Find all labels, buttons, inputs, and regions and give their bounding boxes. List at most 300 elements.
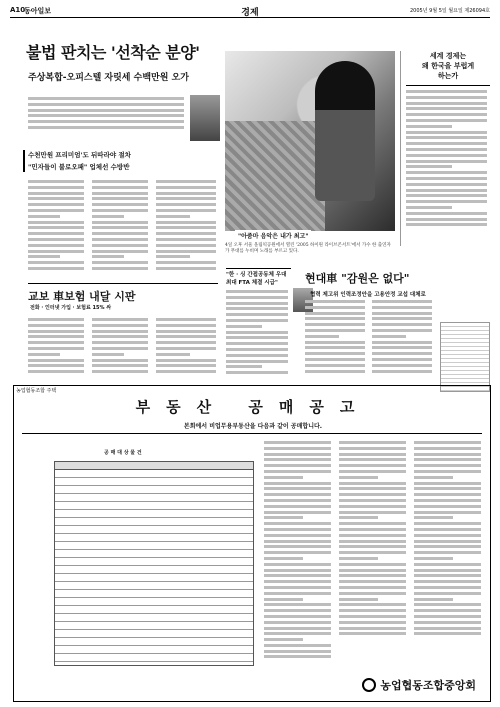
lead-column-1	[28, 180, 86, 275]
text-line	[264, 644, 331, 647]
text-line	[264, 493, 331, 496]
text-line	[264, 447, 331, 450]
text-line	[156, 203, 216, 206]
table-row	[55, 550, 253, 558]
text-line	[372, 364, 432, 367]
text-line	[226, 307, 288, 310]
photo-crowd	[225, 121, 325, 231]
text-line	[264, 580, 331, 583]
table-row	[55, 590, 253, 598]
text-line	[226, 290, 288, 293]
text-line	[372, 300, 432, 303]
text-line	[406, 200, 487, 203]
text-line	[264, 603, 331, 606]
text-line	[92, 370, 148, 373]
lead-headline: 불법 판치는 '선착순 분양'	[26, 43, 200, 62]
text-line	[406, 113, 487, 116]
story2-headline: 현대車 "감원은 없다"	[305, 272, 410, 285]
text-line	[305, 312, 365, 315]
text-line	[156, 192, 216, 195]
lead-lede-text	[28, 97, 191, 134]
photo-tag: "아줌마 음악은 내가 최고"	[235, 230, 311, 241]
text-line	[406, 165, 452, 168]
concert-photo	[225, 51, 395, 231]
text-line	[226, 371, 288, 374]
text-line	[414, 592, 481, 595]
text-line	[92, 318, 148, 321]
text-line	[339, 453, 406, 456]
text-line	[414, 603, 481, 606]
text-line	[406, 142, 487, 145]
text-line	[414, 598, 453, 601]
text-line	[156, 267, 216, 270]
text-line	[406, 189, 487, 192]
text-line	[28, 267, 84, 270]
text-line	[226, 325, 262, 328]
text-line	[264, 551, 331, 554]
text-line	[92, 250, 148, 253]
text-line	[92, 197, 148, 200]
text-line	[339, 545, 406, 548]
text-line	[339, 592, 406, 595]
box-rule	[226, 268, 291, 269]
text-line	[406, 160, 487, 163]
text-line	[226, 319, 288, 322]
text-line	[414, 574, 481, 577]
text-line	[414, 563, 481, 566]
text-line	[28, 114, 184, 117]
text-line	[339, 528, 406, 531]
text-line	[28, 318, 84, 321]
lead-subhead: 주상복합-오피스텔 자릿세 수백만원 오가	[28, 73, 189, 83]
text-line	[264, 522, 331, 525]
text-line	[264, 505, 331, 508]
text-line	[28, 335, 84, 338]
text-line	[406, 102, 487, 105]
text-line	[156, 359, 216, 362]
text-line	[156, 261, 216, 264]
box-text	[226, 290, 291, 378]
text-line	[264, 569, 331, 572]
text-line	[406, 212, 487, 215]
pullquote-line-1: 수천만원 프리미엄'도 뒤따라야 절차	[28, 151, 131, 159]
text-line	[28, 364, 84, 367]
text-line	[264, 650, 331, 653]
text-line	[339, 627, 406, 630]
text-line	[339, 580, 406, 583]
text-line	[92, 209, 148, 212]
text-line	[264, 464, 331, 467]
text-line	[28, 126, 184, 129]
text-line	[156, 318, 216, 321]
text-line	[92, 335, 148, 338]
text-line	[372, 341, 432, 344]
text-line	[156, 330, 216, 333]
text-line	[264, 574, 331, 577]
text-line	[226, 354, 288, 357]
text-line	[414, 609, 481, 612]
text-line	[156, 244, 216, 247]
text-line	[339, 516, 378, 519]
text-line	[372, 312, 432, 315]
text-line	[305, 300, 365, 303]
text-line	[264, 470, 331, 473]
text-line	[226, 313, 288, 316]
text-line	[305, 335, 339, 338]
text-line	[264, 441, 331, 444]
text-line	[339, 603, 406, 606]
text-line	[264, 638, 303, 641]
text-line	[414, 516, 453, 519]
masthead	[10, 5, 490, 18]
text-line	[414, 528, 481, 531]
text-line	[28, 186, 84, 189]
text-line	[264, 499, 331, 502]
table-row	[55, 502, 253, 510]
text-line	[92, 364, 148, 367]
text-line	[339, 615, 406, 618]
table-row	[55, 542, 253, 550]
ad-logo-text: 농업협동조합중앙회	[380, 679, 476, 692]
text-line	[92, 221, 148, 224]
issue-date: 2005년 9월 5일 월요일 제26094호	[410, 8, 490, 14]
text-line	[305, 352, 365, 355]
text-line	[414, 511, 481, 514]
sidebar-title-1: 세계 경제는	[429, 52, 467, 60]
text-line	[339, 586, 406, 589]
text-line	[414, 586, 481, 589]
page-number: A10	[10, 6, 26, 14]
text-line	[264, 528, 331, 531]
text-line	[406, 131, 487, 134]
text-line	[339, 621, 406, 624]
text-line	[339, 441, 406, 444]
text-line	[156, 238, 216, 241]
text-line	[92, 267, 148, 270]
text-line	[92, 347, 148, 350]
story3-column-3	[156, 318, 218, 378]
text-line	[305, 346, 365, 349]
text-line	[305, 341, 365, 344]
text-line	[339, 476, 378, 479]
text-line	[372, 370, 432, 373]
text-line	[264, 482, 331, 485]
table-row	[55, 518, 253, 526]
text-line	[414, 580, 481, 583]
text-line	[414, 627, 481, 630]
photo-caption: 4일 오후 서울 올림픽공원에서 열린 '2005 하이원 라이브콘서트'에서 가수 한 출연자가 무대를 누비며 노래를 부르고 있다.	[225, 243, 391, 254]
text-line	[92, 238, 148, 241]
text-line	[264, 592, 331, 595]
text-line	[372, 335, 406, 338]
text-line	[264, 545, 331, 548]
text-line	[92, 359, 148, 362]
table-row	[55, 574, 253, 582]
text-line	[264, 609, 331, 612]
text-line	[406, 177, 487, 180]
text-line	[406, 125, 452, 128]
text-line	[156, 180, 216, 183]
text-line	[92, 353, 124, 356]
box-title-line-2: 최대 FTA 체결 시급"	[226, 280, 278, 286]
sidebar-text	[406, 90, 490, 230]
text-line	[28, 103, 184, 106]
text-line	[28, 97, 184, 100]
table-row	[55, 558, 253, 566]
text-line	[339, 632, 406, 635]
text-line	[414, 458, 481, 461]
photo-singer	[315, 61, 375, 201]
text-line	[305, 329, 365, 332]
table-row	[55, 582, 253, 590]
text-line	[305, 364, 365, 367]
table-row	[55, 614, 253, 622]
text-line	[372, 352, 432, 355]
text-line	[406, 218, 487, 221]
section-name: 경제	[241, 8, 259, 18]
text-line	[28, 244, 84, 247]
text-line	[92, 203, 148, 206]
text-line	[339, 464, 406, 467]
text-line	[414, 447, 481, 450]
text-line	[339, 487, 406, 490]
text-line	[339, 511, 406, 514]
text-line	[92, 255, 124, 258]
text-line	[406, 136, 487, 139]
text-line	[372, 323, 432, 326]
text-line	[92, 192, 148, 195]
nonghyup-logo-icon	[362, 678, 376, 692]
table-row	[55, 646, 253, 654]
text-line	[156, 324, 216, 327]
story2-column-1	[305, 300, 367, 380]
text-line	[28, 347, 84, 350]
text-line	[406, 183, 487, 186]
text-line	[339, 522, 406, 525]
text-line	[305, 317, 365, 320]
text-line	[226, 342, 288, 345]
text-line	[339, 534, 406, 537]
table-row	[55, 622, 253, 630]
text-line	[28, 120, 184, 123]
text-line	[156, 353, 190, 356]
text-line	[28, 370, 84, 373]
text-line	[92, 261, 148, 264]
text-line	[406, 119, 487, 122]
sidebar-title-3: 하는가	[437, 72, 459, 80]
table-row	[55, 566, 253, 574]
text-line	[339, 609, 406, 612]
text-line	[28, 221, 84, 224]
text-line	[264, 487, 331, 490]
text-line	[406, 194, 487, 197]
text-line	[28, 359, 84, 362]
text-line	[339, 505, 406, 508]
text-line	[28, 324, 84, 327]
text-line	[406, 96, 487, 99]
text-line	[414, 545, 481, 548]
text-line	[226, 348, 288, 351]
story3-column-2	[92, 318, 150, 378]
text-line	[406, 90, 487, 93]
text-line	[264, 516, 303, 519]
ad-column-1	[264, 441, 334, 666]
paper-name: 동아일보	[24, 7, 52, 15]
text-line	[156, 186, 216, 189]
section-rule	[28, 283, 218, 284]
text-line	[226, 336, 288, 339]
text-line	[339, 598, 378, 601]
portrait-photo	[190, 95, 220, 141]
text-line	[305, 358, 365, 361]
text-line	[92, 215, 124, 218]
text-line	[414, 551, 481, 554]
text-line	[372, 317, 432, 320]
table-row	[55, 534, 253, 542]
text-line	[156, 215, 190, 218]
text-line	[264, 563, 331, 566]
text-line	[92, 232, 148, 235]
ad-column-2	[339, 441, 409, 641]
text-line	[28, 250, 84, 253]
text-line	[339, 557, 378, 560]
text-line	[92, 330, 148, 333]
text-line	[305, 306, 365, 309]
text-line	[264, 540, 331, 543]
table-row	[55, 526, 253, 534]
table-header-row	[55, 462, 253, 470]
text-line	[406, 107, 487, 110]
sidebar-title-2: 왜 한국을 부럽게	[421, 62, 475, 70]
text-line	[92, 341, 148, 344]
text-line	[264, 586, 331, 589]
text-line	[414, 557, 453, 560]
text-line	[226, 365, 262, 368]
text-line	[339, 493, 406, 496]
text-line	[414, 534, 481, 537]
text-line	[28, 215, 60, 218]
table-row	[55, 606, 253, 614]
table-row	[55, 486, 253, 494]
text-line	[156, 226, 216, 229]
text-line	[264, 627, 331, 630]
text-line	[92, 244, 148, 247]
text-line	[414, 522, 481, 525]
ad-table-title: 공 매 대 상 물 건	[104, 450, 142, 456]
text-line	[28, 261, 84, 264]
text-line	[414, 615, 481, 618]
pullquote	[28, 150, 218, 171]
table-row	[55, 654, 253, 662]
text-line	[28, 197, 84, 200]
ad-column-3	[414, 441, 484, 641]
text-line	[264, 534, 331, 537]
text-line	[339, 482, 406, 485]
ad-notice	[13, 385, 491, 702]
text-line	[28, 255, 60, 258]
text-line	[28, 203, 84, 206]
text-line	[264, 476, 303, 479]
text-line	[372, 306, 432, 309]
text-line	[28, 180, 84, 183]
pullquote-bar	[23, 150, 25, 172]
text-line	[156, 232, 216, 235]
ad-subtitle: 본회에서 비업무용부동산을 다음과 같이 공매합니다.	[183, 423, 323, 430]
text-line	[372, 346, 432, 349]
text-line	[406, 223, 487, 226]
text-line	[156, 347, 216, 350]
text-line	[156, 255, 190, 258]
text-line	[339, 563, 406, 566]
text-line	[264, 655, 331, 658]
text-line	[28, 209, 84, 212]
text-line	[305, 323, 365, 326]
text-line	[414, 540, 481, 543]
text-line	[156, 341, 216, 344]
text-line	[264, 621, 331, 624]
text-line	[339, 551, 406, 554]
pullquote-line-2: "민자들이 불로오패" 업체선 수방반	[28, 163, 130, 171]
text-line	[28, 192, 84, 195]
table-row	[55, 478, 253, 486]
text-line	[339, 540, 406, 543]
text-line	[339, 458, 406, 461]
text-line	[92, 324, 148, 327]
text-line	[264, 458, 331, 461]
text-line	[414, 453, 481, 456]
text-line	[406, 148, 487, 151]
text-line	[28, 330, 84, 333]
text-line	[156, 209, 216, 212]
text-line	[339, 569, 406, 572]
text-line	[226, 360, 288, 363]
text-line	[406, 206, 452, 209]
text-line	[156, 335, 216, 338]
text-line	[92, 226, 148, 229]
ad-property-table	[54, 461, 254, 666]
text-line	[339, 447, 406, 450]
table-row	[55, 630, 253, 638]
box-title	[226, 268, 291, 287]
text-line	[226, 331, 288, 334]
text-line	[92, 180, 148, 183]
lead-column-2	[92, 180, 150, 275]
story3-headline: 교보 車보험 내달 시판	[28, 290, 136, 303]
text-line	[414, 476, 453, 479]
table-row	[55, 638, 253, 646]
text-line	[414, 482, 481, 485]
sidebar-rule	[406, 85, 490, 86]
lead-column-3	[156, 180, 218, 275]
text-line	[406, 154, 487, 157]
ad-title: 부동산 공매공고	[135, 398, 371, 416]
text-line	[414, 632, 481, 635]
text-line	[339, 499, 406, 502]
market-table	[440, 322, 490, 392]
table-row	[55, 598, 253, 606]
text-line	[264, 557, 303, 560]
table-row	[55, 470, 253, 478]
table-row	[55, 494, 253, 502]
text-line	[156, 197, 216, 200]
story2-column-2	[372, 300, 434, 380]
text-line	[414, 621, 481, 624]
ad-rule	[22, 433, 482, 434]
story2-subhead: 협력 제고위 인력조정안을 고용안정 교섭 대체로	[310, 292, 426, 298]
text-line	[28, 232, 84, 235]
text-line	[264, 511, 331, 514]
text-line	[406, 171, 487, 174]
